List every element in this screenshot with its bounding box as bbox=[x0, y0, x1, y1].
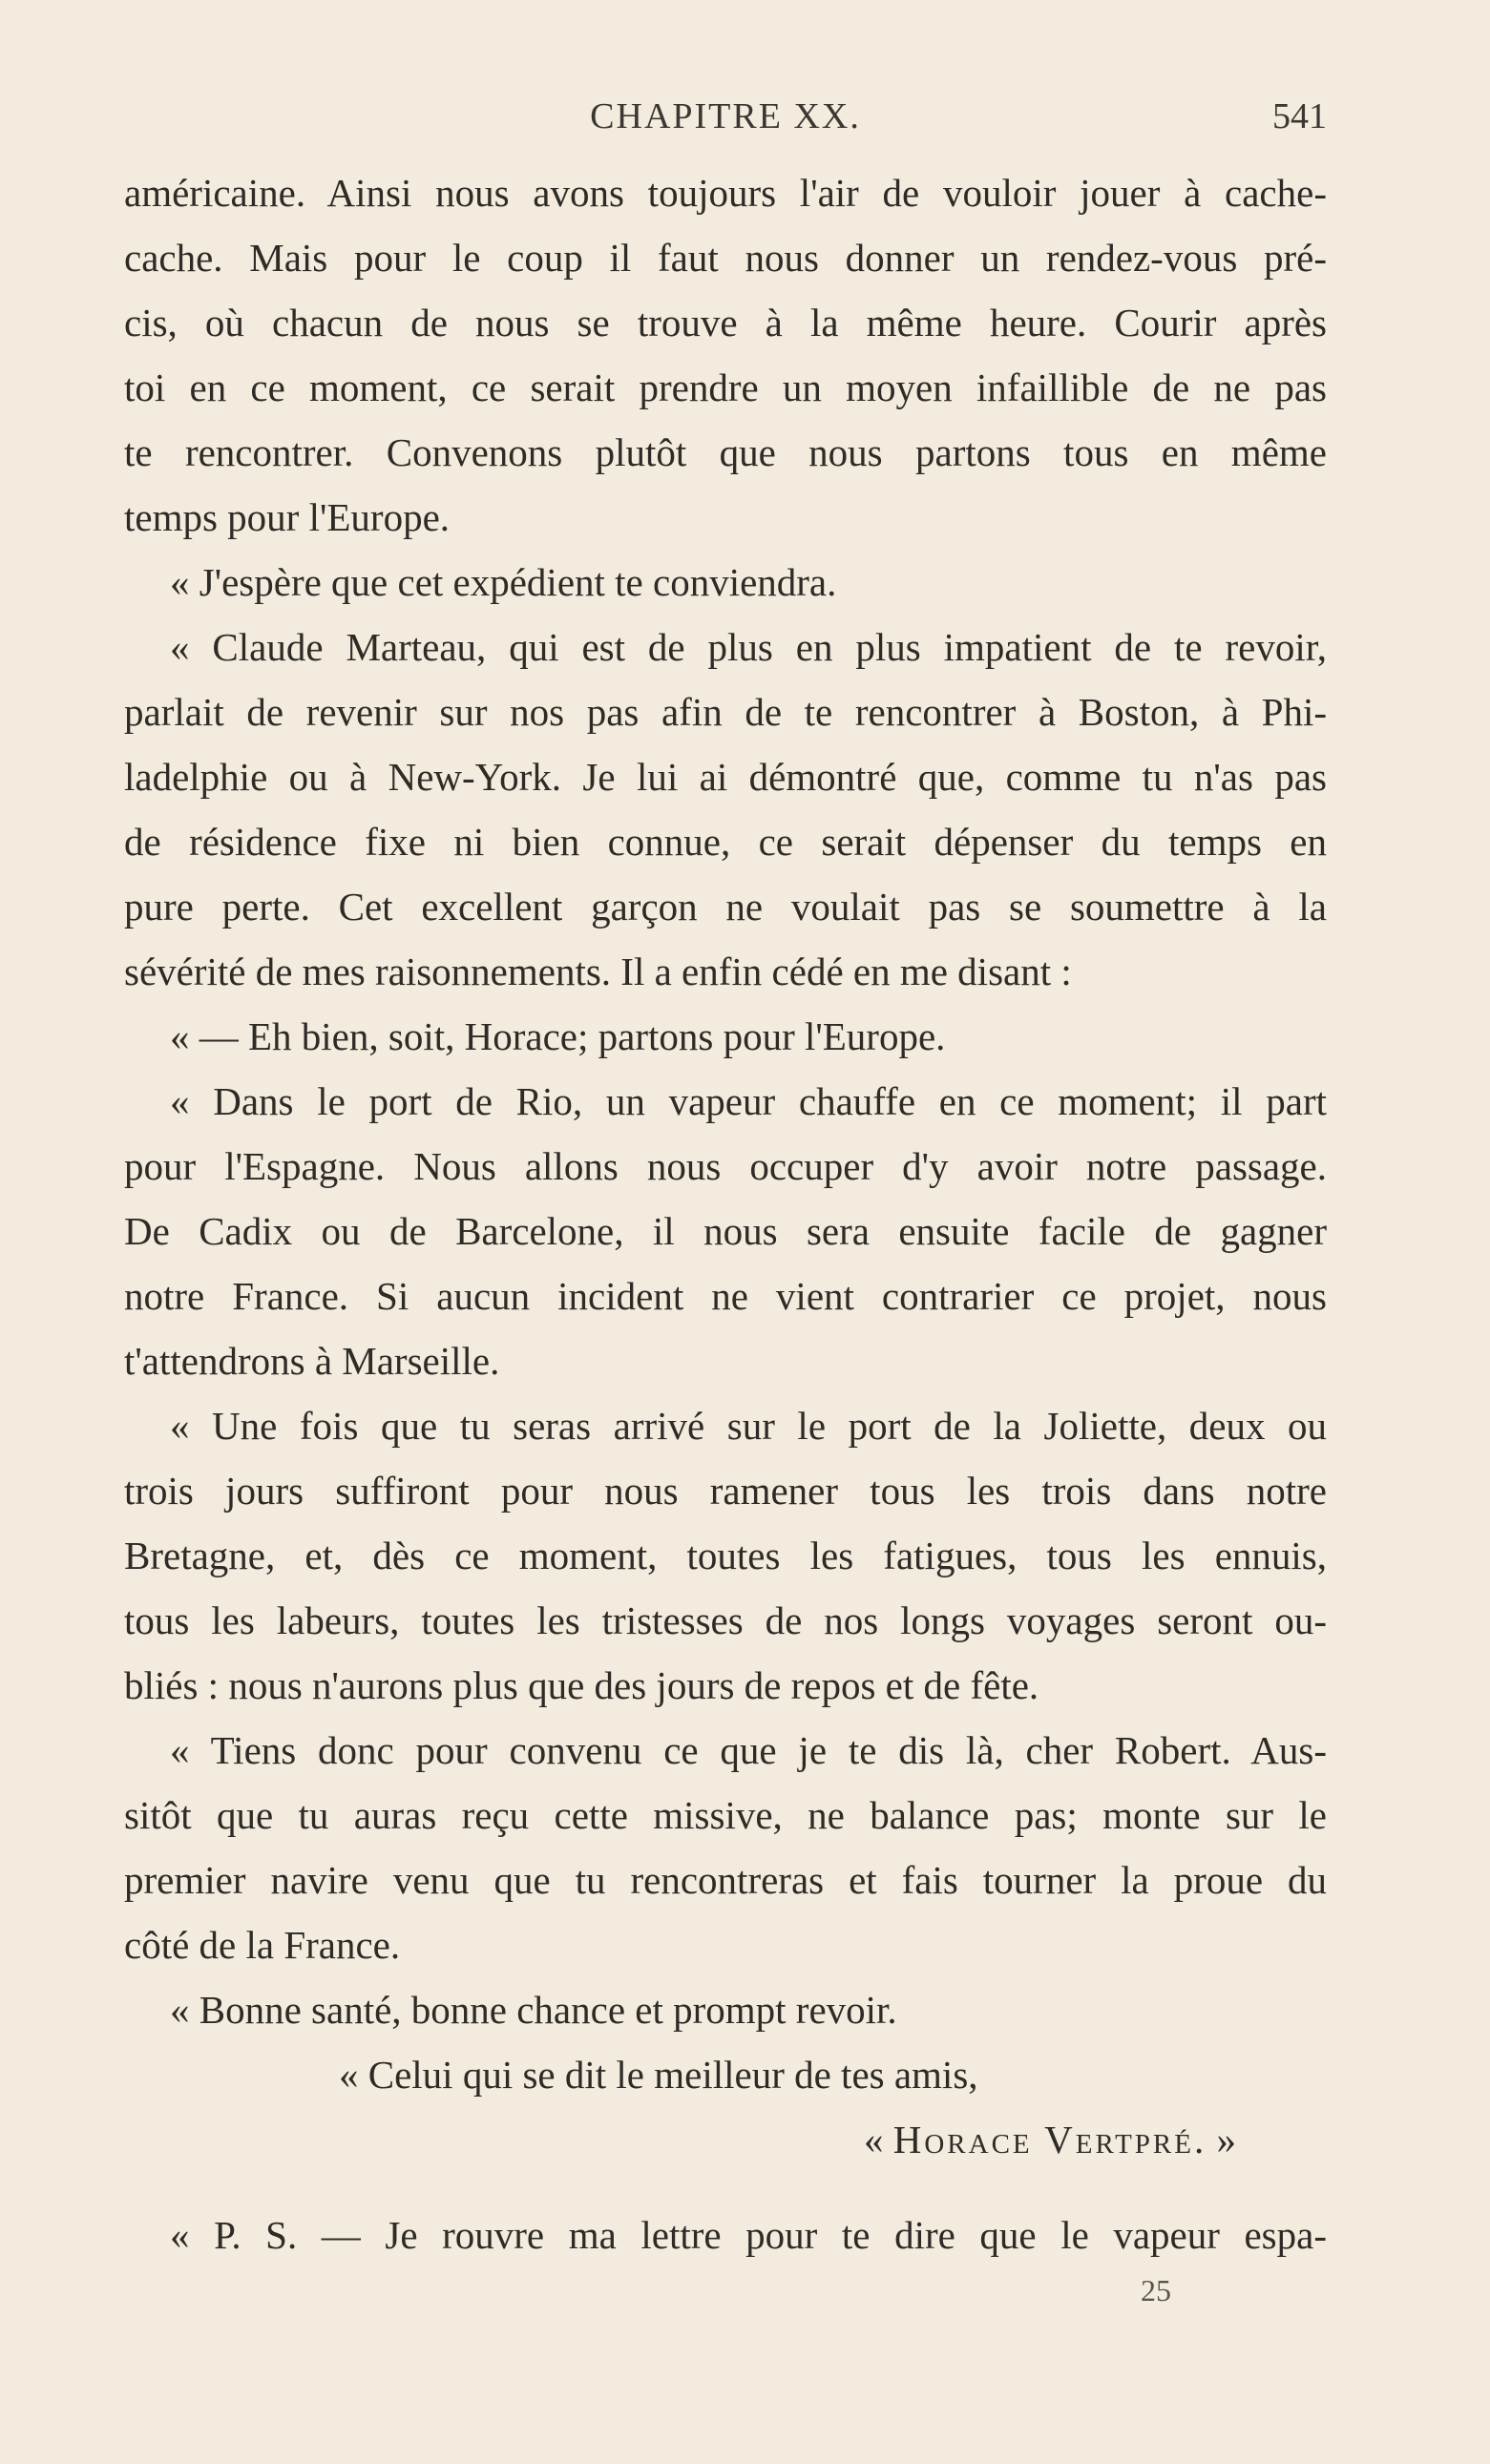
signature-close-quote: » bbox=[1216, 2118, 1236, 2161]
text-line: « J'espère que cet expédient te conviendra. bbox=[170, 560, 837, 604]
text-line: « Tiens donc pour convenu ce que je te dis là, cher Robert. Aus- bbox=[170, 1728, 1327, 1772]
text-line: « Une fois que tu seras arrivé sur le port de la Joliette, deux ou bbox=[170, 1404, 1327, 1448]
running-title: CHAPITRE XX. bbox=[590, 96, 861, 136]
closing-line: « Celui qui se dit le meilleur de tes amis, bbox=[339, 2053, 978, 2097]
text-line: pure perte. Cet excellent garçon ne voulait pas se soumettre à la bbox=[124, 885, 1327, 929]
body-text bbox=[124, 160, 1327, 2267]
paragraph-gap bbox=[124, 2172, 1327, 2203]
text-line: sitôt que tu auras reçu cette missive, ne balance pas; monte sur le bbox=[124, 1793, 1327, 1837]
text-line: premier navire venu que tu rencontreras et fais tourner la proue du bbox=[124, 1858, 1327, 1902]
text-line: sévérité de mes raisonnements. Il a enfin cédé en me disant : bbox=[124, 950, 1072, 993]
text-line: pour l'Espagne. Nous allons nous occuper d'y avoir notre passage. bbox=[124, 1144, 1327, 1188]
text-line: ladelphie ou à New-York. Je lui ai démontré que, comme tu n'as pas bbox=[124, 755, 1327, 799]
text-line: bliés : nous n'aurons plus que des jours de repos et de fête. bbox=[124, 1663, 1039, 1707]
text-line: temps pour l'Europe. bbox=[124, 495, 451, 539]
text-line: « Bonne santé, bonne chance et prompt revoir. bbox=[170, 1988, 897, 2032]
text-line: De Cadix ou de Barcelone, il nous sera ensuite facile de gagner bbox=[124, 1209, 1327, 1253]
text-line: notre France. Si aucun incident ne vient contrarier ce projet, nous bbox=[124, 1274, 1327, 1318]
signature bbox=[124, 2107, 1327, 2172]
text-line: parlait de revenir sur nos pas afin de te rencontrer à Boston, à Phi- bbox=[124, 690, 1327, 734]
text-line: Bretagne, et, dès ce moment, toutes les fatigues, tous les ennuis, bbox=[124, 1534, 1327, 1577]
page-header bbox=[124, 95, 1327, 153]
text-line: « — Eh bien, soit, Horace; partons pour l'Europe. bbox=[170, 1014, 946, 1058]
text-line: côté de la France. bbox=[124, 1923, 401, 1967]
signature-open-quote: « bbox=[864, 2118, 884, 2161]
text-line: t'attendrons à Marseille. bbox=[124, 1339, 500, 1383]
signature-name: Horace Vertpré. bbox=[892, 2118, 1207, 2161]
text-line: de résidence fixe ni bien connue, ce serait dépenser du temps en bbox=[124, 820, 1327, 864]
text-line: trois jours suffiront pour nous ramener tous les trois dans notre bbox=[124, 1469, 1327, 1513]
text-line: américaine. Ainsi nous avons toujours l'air de vouloir jouer à cache- bbox=[124, 171, 1327, 215]
text-line: toi en ce moment, ce serait prendre un moyen infaillible de ne pas bbox=[124, 365, 1327, 409]
postscript-line: « P. S. — Je rouvre ma lettre pour te dire que le vapeur espa- bbox=[170, 2213, 1327, 2257]
signature-mark: 25 bbox=[1141, 2273, 1171, 2307]
page-number: 541 bbox=[1272, 96, 1327, 136]
text-line: cis, où chacun de nous se trouve à la même heure. Courir après bbox=[124, 301, 1327, 345]
text-line: cache. Mais pour le coup il faut nous donner un rendez-vous pré- bbox=[124, 236, 1327, 280]
text-line: tous les labeurs, toutes les tristesses de nos longs voyages seront ou- bbox=[124, 1598, 1327, 1642]
text-line: te rencontrer. Convenons plutôt que nous partons tous en même bbox=[124, 430, 1327, 474]
text-line: « Dans le port de Rio, un vapeur chauffe en ce moment; il part bbox=[170, 1079, 1327, 1123]
text-line: « Claude Marteau, qui est de plus en plus impatient de te revoir, bbox=[170, 625, 1327, 669]
